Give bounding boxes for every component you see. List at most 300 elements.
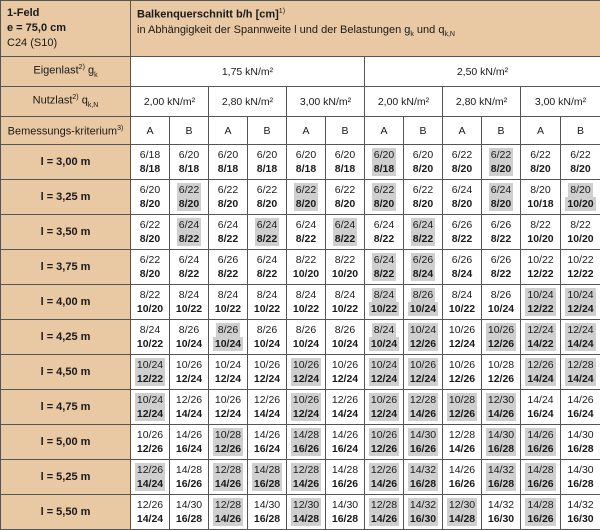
section-value-b: 16/28 xyxy=(567,443,594,455)
section-cell xyxy=(326,390,365,425)
section-cell xyxy=(326,250,365,285)
section-value-b: 8/18 xyxy=(334,163,356,175)
section-value-a: 12/30 xyxy=(487,394,515,406)
section-value-a: 6/22 xyxy=(139,254,161,266)
section-value-b: 16/28 xyxy=(253,478,281,490)
section-value-b: 14/26 xyxy=(487,408,515,420)
section-cell xyxy=(482,180,521,215)
section-value-b: 16/24 xyxy=(253,443,281,455)
section-cell xyxy=(443,390,482,425)
section-value-a: 12/26 xyxy=(370,464,398,476)
section-value-a: 10/24 xyxy=(567,289,594,301)
section-value-a: 10/26 xyxy=(331,359,359,371)
section-value-b: 14/24 xyxy=(567,373,594,385)
section-cell xyxy=(287,460,326,495)
section-value-b: 16/28 xyxy=(487,478,515,490)
section-cell xyxy=(131,285,170,320)
section-cell xyxy=(209,320,248,355)
section-value-a: 12/26 xyxy=(175,394,203,406)
section-value-a: 12/30 xyxy=(292,499,320,511)
section-value-a: 8/22 xyxy=(334,254,356,266)
section-cell xyxy=(365,425,404,460)
section-cell xyxy=(365,250,404,285)
section-cell xyxy=(287,180,326,215)
section-value-b: 12/24 xyxy=(214,408,242,420)
section-value-b: 12/22 xyxy=(527,268,554,280)
section-cell xyxy=(131,145,170,180)
section-cell xyxy=(404,215,443,250)
config-line2: e = 75,0 cm xyxy=(7,22,67,34)
section-value-a: 6/18 xyxy=(139,149,161,161)
section-value-a: 10/24 xyxy=(527,289,554,301)
section-value-b: 14/28 xyxy=(292,513,320,525)
section-value-b: 10/22 xyxy=(370,303,398,315)
section-value-b: 16/26 xyxy=(175,478,203,490)
config-line3: C24 (S10) xyxy=(7,37,58,49)
section-value-a: 10/26 xyxy=(448,324,476,336)
section-cell xyxy=(287,390,326,425)
section-value-b: 8/22 xyxy=(412,233,434,245)
section-cell xyxy=(365,460,404,495)
section-cell xyxy=(521,460,561,495)
span-label: l = 3,50 m xyxy=(1,215,131,250)
section-cell xyxy=(404,320,443,355)
section-value-b: 8/20 xyxy=(451,163,473,175)
section-value-a: 10/26 xyxy=(409,359,437,371)
eigenlast-label: Eigenlast$^{2)}$ $g_k$ xyxy=(1,57,131,87)
section-value-b: 12/26 xyxy=(487,373,515,385)
section-value-a: 8/24 xyxy=(217,289,239,301)
section-cell xyxy=(521,425,561,460)
section-value-b: 8/20 xyxy=(178,198,200,210)
section-value-a: 8/26 xyxy=(256,324,278,336)
kriterium-a: A xyxy=(209,117,248,145)
section-cell xyxy=(131,180,170,215)
section-value-b: 8/22 xyxy=(256,268,278,280)
section-value-a: 6/22 xyxy=(178,184,200,196)
section-value-a: 10/24 xyxy=(136,394,164,406)
section-value-a: 8/20 xyxy=(530,184,551,196)
section-value-a: 12/28 xyxy=(448,429,476,441)
section-value-b: 8/20 xyxy=(139,198,161,210)
section-cell xyxy=(365,215,404,250)
section-value-a: 10/26 xyxy=(448,359,476,371)
section-value-b: 14/26 xyxy=(292,478,320,490)
section-value-a: 8/22 xyxy=(139,289,161,301)
section-cell xyxy=(209,460,248,495)
section-value-a: 14/26 xyxy=(527,429,554,441)
section-value-b: 12/24 xyxy=(370,373,398,385)
section-value-b: 16/26 xyxy=(409,443,437,455)
section-value-a: 14/24 xyxy=(527,394,554,406)
section-value-b: 12/26 xyxy=(448,408,476,420)
table-row xyxy=(1,180,600,215)
section-cell xyxy=(561,180,600,215)
section-cell xyxy=(287,355,326,390)
section-value-a: 14/32 xyxy=(567,499,594,511)
section-cell xyxy=(209,390,248,425)
section-cell xyxy=(287,320,326,355)
section-cell xyxy=(404,250,443,285)
section-value-b: 16/24 xyxy=(331,443,359,455)
section-cell xyxy=(521,495,561,530)
table-title: Balkenquerschnitt b/h [cm] xyxy=(137,8,279,21)
nutzlast-value: 2,00 kN/m² xyxy=(131,87,209,117)
kriterium-a: A xyxy=(521,117,561,145)
section-value-b: 8/20 xyxy=(451,198,473,210)
section-cell xyxy=(521,145,561,180)
section-value-a: 14/28 xyxy=(175,464,203,476)
section-value-b: 8/22 xyxy=(217,233,239,245)
nutzlast-value: 3,00 kN/m² xyxy=(287,87,365,117)
section-value-a: 10/28 xyxy=(487,359,515,371)
section-value-b: 12/24 xyxy=(370,408,398,420)
section-cell xyxy=(561,460,600,495)
section-value-a: 6/22 xyxy=(256,184,278,196)
section-value-b: 14/24 xyxy=(331,408,359,420)
section-value-b: 14/26 xyxy=(409,408,437,420)
section-value-a: 6/24 xyxy=(490,184,512,196)
section-value-a: 10/26 xyxy=(370,394,398,406)
section-cell xyxy=(482,145,521,180)
section-cell xyxy=(521,390,561,425)
section-value-a: 12/30 xyxy=(448,499,476,511)
section-cell xyxy=(443,145,482,180)
section-value-b: 12/24 xyxy=(331,373,359,385)
section-value-b: 14/24 xyxy=(175,408,203,420)
section-value-b: 16/28 xyxy=(331,513,359,525)
nutzlast-value: 3,00 kN/m² xyxy=(521,87,600,117)
span-label: l = 3,25 m xyxy=(1,180,131,215)
section-value-a: 6/24 xyxy=(412,219,434,231)
section-cell xyxy=(131,355,170,390)
section-cell xyxy=(287,495,326,530)
section-cell xyxy=(170,145,209,180)
section-cell xyxy=(443,250,482,285)
section-value-a: 8/22 xyxy=(295,254,317,266)
span-label: l = 3,00 m xyxy=(1,145,131,180)
section-cell xyxy=(561,285,600,320)
table-subtitle: in Abhängigkeit der Spannweite l und der Belastungen $g_k$ und $q_{k,N}$ xyxy=(137,23,455,38)
section-cell xyxy=(248,425,287,460)
section-cell xyxy=(209,425,248,460)
section-value-b: 8/20 xyxy=(412,198,434,210)
section-value-a: 6/24 xyxy=(295,219,317,231)
section-cell xyxy=(131,495,170,530)
section-cell xyxy=(521,215,561,250)
section-cell xyxy=(521,180,561,215)
section-value-b: 14/24 xyxy=(136,513,164,525)
section-value-a: 10/28 xyxy=(448,394,476,406)
section-value-b: 8/18 xyxy=(217,163,239,175)
section-cell xyxy=(170,285,209,320)
section-value-a: 12/24 xyxy=(567,324,594,336)
section-value-b: 14/26 xyxy=(370,513,398,525)
section-value-b: 14/26 xyxy=(214,513,242,525)
section-value-a: 6/22 xyxy=(373,184,395,196)
section-cell xyxy=(365,390,404,425)
section-value-b: 12/24 xyxy=(214,373,242,385)
section-cell xyxy=(561,320,600,355)
section-value-a: 10/24 xyxy=(370,359,398,371)
section-value-a: 6/24 xyxy=(373,254,395,266)
section-value-a: 8/24 xyxy=(334,289,356,301)
section-cell xyxy=(326,215,365,250)
section-value-a: 6/20 xyxy=(217,149,239,161)
section-value-b: 8/18 xyxy=(373,163,395,175)
section-value-b: 8/20 xyxy=(490,198,512,210)
section-value-b: 10/22 xyxy=(214,303,242,315)
section-value-b: 10/20 xyxy=(331,268,359,280)
config-cell xyxy=(1,1,131,57)
table-row xyxy=(1,250,600,285)
section-cell xyxy=(326,495,365,530)
section-value-a: 12/28 xyxy=(567,359,594,371)
section-cell xyxy=(326,285,365,320)
section-value-b: 8/20 xyxy=(295,198,317,210)
table-row xyxy=(1,390,600,425)
section-cell xyxy=(170,425,209,460)
section-value-b: 10/22 xyxy=(136,338,164,350)
section-value-b: 10/24 xyxy=(370,338,398,350)
section-value-a: 8/26 xyxy=(295,324,317,336)
section-value-a: 14/30 xyxy=(331,499,359,511)
section-cell xyxy=(131,215,170,250)
section-value-b: 14/24 xyxy=(527,373,554,385)
section-value-a: 10/28 xyxy=(214,429,242,441)
section-value-b: 8/24 xyxy=(412,268,434,280)
section-value-b: 16/28 xyxy=(409,478,437,490)
section-cell xyxy=(365,355,404,390)
section-cell xyxy=(209,180,248,215)
section-value-a: 6/26 xyxy=(412,254,434,266)
section-value-b: 8/22 xyxy=(373,233,395,245)
section-value-b: 8/22 xyxy=(451,233,473,245)
section-value-a: 12/26 xyxy=(527,359,554,371)
section-value-a: 14/32 xyxy=(487,464,515,476)
section-cell xyxy=(443,355,482,390)
span-label: l = 4,00 m xyxy=(1,285,131,320)
section-cell xyxy=(482,495,521,530)
section-value-a: 6/22 xyxy=(217,184,239,196)
kriterium-a: A xyxy=(443,117,482,145)
section-value-a: 6/20 xyxy=(295,149,317,161)
section-value-b: 16/26 xyxy=(331,478,359,490)
table-row xyxy=(1,285,600,320)
section-value-b: 8/20 xyxy=(530,163,551,175)
table-row xyxy=(1,425,600,460)
section-value-a: 8/24 xyxy=(139,324,161,336)
section-value-b: 12/26 xyxy=(214,443,242,455)
section-value-b: 10/24 xyxy=(292,338,320,350)
section-value-a: 12/26 xyxy=(136,499,164,511)
section-value-b: 8/24 xyxy=(451,268,473,280)
section-cell xyxy=(482,215,521,250)
section-cell xyxy=(287,285,326,320)
section-cell xyxy=(561,425,600,460)
section-cell xyxy=(365,495,404,530)
section-value-b: 12/24 xyxy=(567,303,594,315)
section-value-b: 12/22 xyxy=(527,303,554,315)
section-value-b: 16/28 xyxy=(567,478,594,490)
section-value-a: 6/24 xyxy=(334,219,356,231)
section-cell xyxy=(443,285,482,320)
section-cell xyxy=(209,355,248,390)
section-value-b: 8/22 xyxy=(178,233,200,245)
section-value-a: 12/26 xyxy=(253,394,281,406)
section-value-a: 14/26 xyxy=(253,429,281,441)
section-value-a: 12/28 xyxy=(292,464,320,476)
section-value-a: 10/26 xyxy=(253,359,281,371)
section-value-a: 10/26 xyxy=(292,394,320,406)
section-value-b: 16/26 xyxy=(527,513,554,525)
section-cell xyxy=(170,460,209,495)
section-value-a: 14/32 xyxy=(409,464,437,476)
section-value-a: 14/28 xyxy=(292,429,320,441)
section-value-a: 8/24 xyxy=(178,289,200,301)
section-value-b: 8/18 xyxy=(178,163,200,175)
section-value-b: 16/26 xyxy=(448,478,476,490)
eigenlast-value-2: 2,50 kN/m² xyxy=(365,57,600,87)
section-cell xyxy=(326,460,365,495)
section-value-b: 16/28 xyxy=(253,513,281,525)
section-value-a: 14/30 xyxy=(487,429,515,441)
section-value-a: 6/24 xyxy=(178,219,200,231)
section-value-b: 12/24 xyxy=(136,408,164,420)
section-value-a: 8/26 xyxy=(334,324,356,336)
section-value-b: 14/26 xyxy=(448,443,476,455)
section-value-b: 16/28 xyxy=(175,513,203,525)
section-value-b: 10/22 xyxy=(253,303,281,315)
section-value-a: 14/26 xyxy=(175,429,203,441)
section-cell xyxy=(248,145,287,180)
span-label: l = 5,25 m xyxy=(1,460,131,495)
section-cell xyxy=(131,250,170,285)
section-value-b: 10/22 xyxy=(331,303,359,315)
section-value-a: 8/24 xyxy=(451,289,473,301)
section-cell xyxy=(209,285,248,320)
section-value-a: 12/28 xyxy=(409,394,437,406)
section-value-b: 16/28 xyxy=(487,443,515,455)
section-value-b: 12/24 xyxy=(448,338,476,350)
section-value-b: 10/22 xyxy=(448,303,476,315)
nutzlast-label: Nutzlast$^{2)}$ $q_{k,N}$ xyxy=(1,87,131,117)
section-cell xyxy=(561,495,600,530)
section-value-a: 12/24 xyxy=(527,324,554,336)
section-value-b: 14/24 xyxy=(136,478,164,490)
section-value-b: 14/24 xyxy=(567,338,594,350)
section-cell xyxy=(521,250,561,285)
section-value-a: 6/20 xyxy=(139,184,161,196)
span-label: l = 5,50 m xyxy=(1,495,131,530)
kriterium-b: B xyxy=(170,117,209,145)
section-cell xyxy=(521,285,561,320)
section-value-a: 12/26 xyxy=(136,464,164,476)
section-value-b: 12/26 xyxy=(409,338,437,350)
section-cell xyxy=(521,320,561,355)
section-cell xyxy=(404,145,443,180)
table-row xyxy=(1,355,600,390)
section-value-a: 8/22 xyxy=(570,219,591,231)
section-cell xyxy=(209,250,248,285)
section-value-b: 8/22 xyxy=(178,268,200,280)
section-value-a: 10/26 xyxy=(487,324,515,336)
section-value-b: 12/24 xyxy=(253,373,281,385)
table-row xyxy=(1,495,600,530)
section-value-b: 10/24 xyxy=(214,338,242,350)
section-value-b: 8/20 xyxy=(490,163,512,175)
section-value-a: 8/26 xyxy=(178,324,200,336)
section-value-b: 12/24 xyxy=(175,373,203,385)
kriterium-b: B xyxy=(482,117,521,145)
section-value-a: 14/32 xyxy=(409,499,437,511)
section-value-a: 8/20 xyxy=(570,184,591,196)
section-cell xyxy=(365,285,404,320)
section-cell xyxy=(443,320,482,355)
section-cell xyxy=(170,390,209,425)
section-cell xyxy=(326,145,365,180)
section-cell xyxy=(482,285,521,320)
kriterium-a: A xyxy=(131,117,170,145)
section-value-b: 8/20 xyxy=(139,268,161,280)
section-value-a: 6/24 xyxy=(451,184,473,196)
section-cell xyxy=(561,250,600,285)
section-value-b: 14/26 xyxy=(214,478,242,490)
section-value-b: 10/24 xyxy=(253,338,281,350)
section-value-b: 14/22 xyxy=(527,338,554,350)
section-value-a: 8/22 xyxy=(530,219,551,231)
section-value-a: 6/24 xyxy=(178,254,200,266)
section-value-a: 6/22 xyxy=(412,184,434,196)
section-cell xyxy=(482,320,521,355)
section-value-a: 14/30 xyxy=(567,464,594,476)
section-value-b: 8/20 xyxy=(373,198,395,210)
section-value-a: 14/30 xyxy=(567,429,594,441)
section-value-b: 8/20 xyxy=(334,198,356,210)
section-cell xyxy=(209,495,248,530)
kriterium-b: B xyxy=(404,117,443,145)
section-value-b: 16/30 xyxy=(487,513,515,525)
section-value-b: 10/24 xyxy=(487,303,515,315)
section-value-a: 10/26 xyxy=(175,359,203,371)
section-value-b: 16/30 xyxy=(567,513,594,525)
section-cell xyxy=(561,355,600,390)
section-value-a: 6/22 xyxy=(334,184,356,196)
section-value-a: 6/22 xyxy=(490,149,512,161)
section-value-b: 8/22 xyxy=(490,233,512,245)
section-cell xyxy=(561,215,600,250)
section-value-a: 8/24 xyxy=(295,289,317,301)
section-value-b: 16/26 xyxy=(527,443,554,455)
section-cell xyxy=(443,425,482,460)
section-cell xyxy=(365,180,404,215)
section-value-a: 14/30 xyxy=(253,499,281,511)
section-value-a: 6/26 xyxy=(490,219,512,231)
section-value-a: 6/20 xyxy=(412,149,434,161)
section-cell xyxy=(170,355,209,390)
section-value-b: 8/22 xyxy=(295,233,317,245)
section-value-a: 6/20 xyxy=(373,149,395,161)
section-value-b: 16/24 xyxy=(175,443,203,455)
span-label: l = 3,75 m xyxy=(1,250,131,285)
section-value-b: 14/28 xyxy=(448,513,476,525)
section-cell xyxy=(170,215,209,250)
section-value-b: 12/22 xyxy=(567,268,594,280)
section-value-b: 10/22 xyxy=(175,303,203,315)
section-value-b: 8/20 xyxy=(139,233,161,245)
section-value-b: 10/20 xyxy=(292,268,320,280)
section-value-b: 8/20 xyxy=(217,198,239,210)
